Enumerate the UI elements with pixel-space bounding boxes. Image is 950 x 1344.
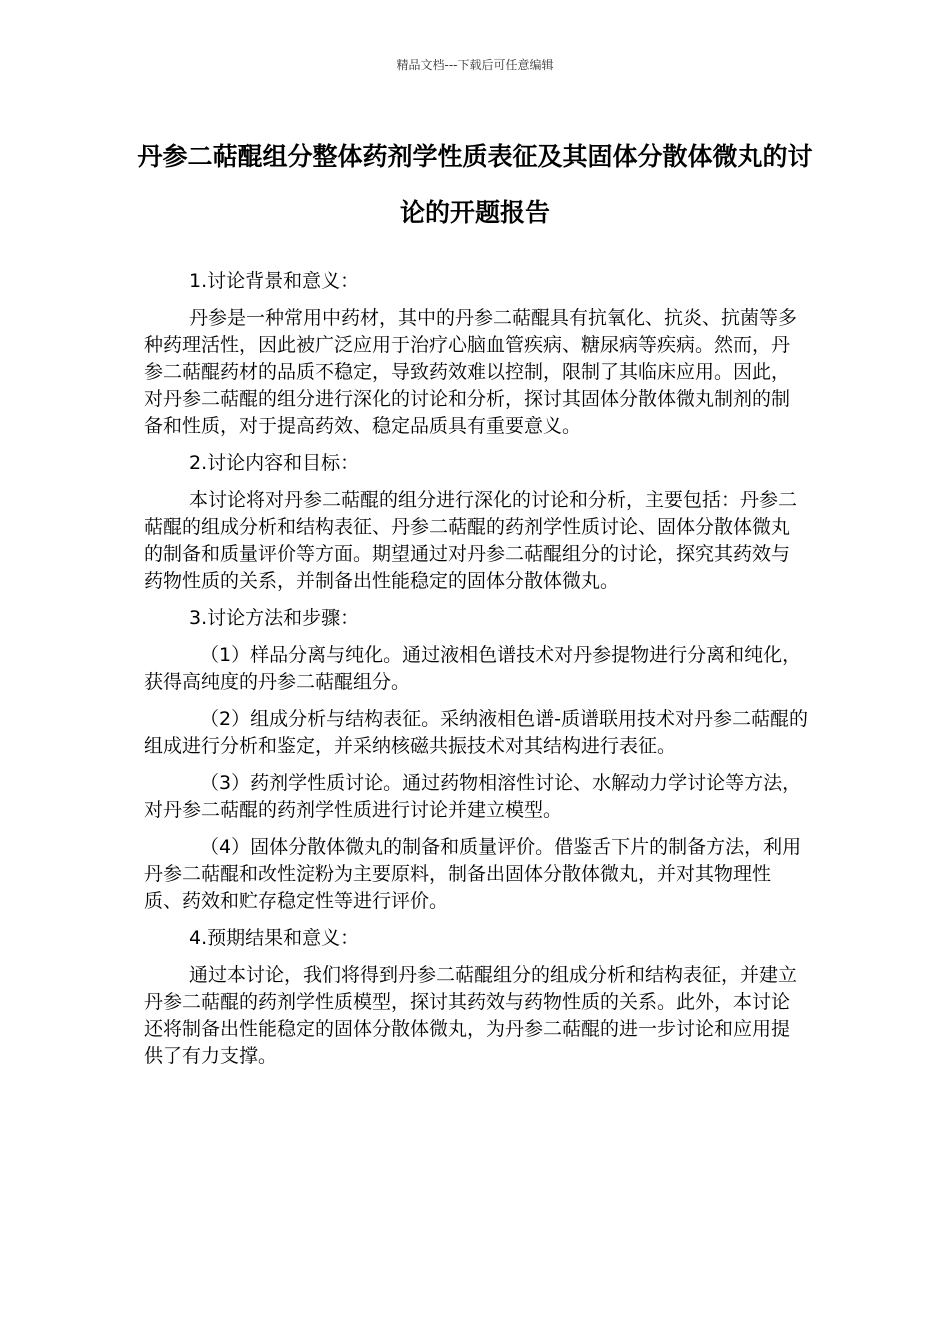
- section-heading-content-goals: 2.讨论内容和目标：: [189, 452, 360, 474]
- method-step-4: （4）固体分散体微丸的制备和质量评价。借鉴舌下片的制备方法，利用丹参二萜醌和改性淀粉为主要原料，制备出固体分散体微丸，并对其物理性质、药效和贮存稳定性等进行评价。: [144, 836, 802, 912]
- section-heading-background: 1.讨论背景和意义：: [189, 270, 360, 292]
- document-title: 丹参二萜醌组分整体药剂学性质表征及其固体分散体微丸的讨论的开题报告: [137, 142, 813, 227]
- paragraph-background: 丹参是一种常用中药材，其中的丹参二萜醌具有抗氧化、抗炎、抗菌等多种药理活性，因此被广泛应用于治疗心脑血管疾病、糖尿病等疾病。然而，丹参二萜醌药材的品质不稳定，导致药效难以控制，限制了其临床应用。因此，对丹参二萜醌的组分进行深化的讨论和分析，探讨其固体分散体微丸制剂的制备和性质，对于提高药效、稳定品质具有重要意义。: [144, 307, 798, 437]
- method-step-2: （2）组成分析与结构表征。采纳液相色谱-质谱联用技术对丹参二萜醌的组成进行分析和鉴定，并采纳核磁共振技术对其结构进行表征。: [144, 708, 808, 757]
- paragraph-expected-results: 通过本讨论，我们将得到丹参二萜醌组分的组成分析和结构表征，并建立丹参二萜醌的药剂学性质模型，探讨其药效与药物性质的关系。此外，本讨论还将制备出性能稳定的固体分散体微丸，为丹参二萜醌的进一步讨论和应用提供了有力支撑。: [144, 964, 798, 1067]
- method-step-3: （3）药剂学性质讨论。通过药物相溶性讨论、水解动力学讨论等方法，对丹参二萜醌的药剂学性质进行讨论并建立模型。: [144, 772, 802, 821]
- method-step-1: （1）样品分离与纯化。通过液相色谱技术对丹参提物进行分离和纯化，获得高纯度的丹参二萜醌组分。: [144, 644, 802, 693]
- paragraph-content-goals: 本讨论将对丹参二萜醌的组分进行深化的讨论和分析，主要包括：丹参二萜醌的组成分析和结构表征、丹参二萜醌的药剂学性质讨论、固体分散体微丸的制备和质量评价等方面。期望通过对丹参二萜醌组分的讨论，探究其药效与药物性质的关系，并制备出性能稳定的固体分散体微丸。: [144, 489, 798, 592]
- section-heading-expected-results: 4.预期结果和意义：: [189, 927, 360, 949]
- document-body: [144, 268, 808, 1080]
- page-header-note: 精品文档---下载后可任意编辑: [396, 58, 554, 72]
- section-heading-methods: 3.讨论方法和步骤：: [189, 607, 360, 629]
